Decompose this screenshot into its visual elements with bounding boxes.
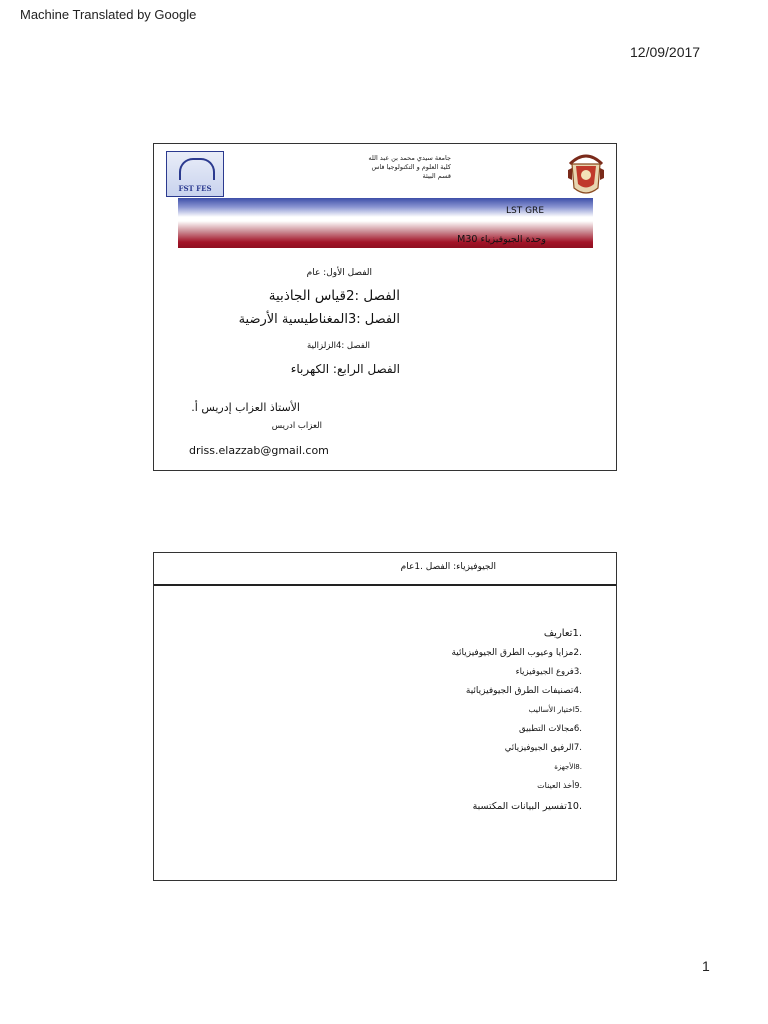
slide-2-title: الجيوفيزياء: الفصل .1عام — [400, 562, 496, 572]
toc-item-1: .1تعاريف — [543, 628, 582, 639]
slide-1 — [153, 143, 617, 471]
toc-item-9: .9أخذ العينات — [537, 781, 582, 790]
toc-item-4: .4تصنيفات الطرق الجيوفيزيائية — [465, 686, 582, 696]
banner-program: LST GRE — [506, 206, 544, 216]
chapter-3: الفصل :3المغناطيسية الأرضية — [238, 312, 400, 327]
toc-item-2: .2مزايا وعيوب الطرق الجيوفيزيائية — [451, 648, 582, 658]
fst-fes-logo — [166, 151, 224, 197]
date-text: 12/09/2017 — [630, 44, 701, 60]
university-lines — [368, 154, 451, 181]
chapter-2: الفصل :2قياس الجاذبية — [268, 288, 400, 304]
banner-module: وحدة الجيوفيزياء M30 — [457, 234, 546, 245]
title-divider — [154, 584, 616, 586]
university-line-3: قسم البيئة — [422, 172, 451, 180]
university-line-2: كلية العلوم و التكنولوجيا فاس — [371, 163, 451, 171]
university-seal-logo — [566, 150, 606, 198]
toc-item-7: .7الرفيق الجيوفيزيائي — [504, 743, 582, 753]
logo-left-text: FST FES — [178, 184, 212, 193]
chapter-1: الفصل الأول: عام — [306, 268, 372, 278]
page-number: 1 — [702, 958, 710, 974]
chapter-5: الفصل الرابع: الكهرباء — [290, 362, 400, 376]
slide-2 — [153, 552, 617, 881]
toc-item-8: .8الأجهزة — [554, 763, 582, 771]
professor-name: العزاب ادريس — [271, 421, 322, 431]
toc-item-5: .5اختيار الأساليب — [528, 705, 582, 714]
professor-title: الأستاذ العزاب إدريس أ. — [191, 401, 300, 414]
header-text: Machine Translated by Google — [20, 7, 197, 22]
toc-item-6: .6مجالات التطبيق — [518, 724, 582, 734]
chapter-4: الفصل :4الزلزالية — [306, 341, 370, 351]
email-text: driss.elazzab@gmail.com — [189, 444, 329, 457]
toc-item-10: .10تفسير البيانات المكتسبة — [472, 801, 582, 812]
toc-item-3: .3فروع الجيوفيزياء — [515, 667, 582, 677]
university-line-1: جامعة سيدي محمد بن عبد الله — [368, 154, 451, 162]
